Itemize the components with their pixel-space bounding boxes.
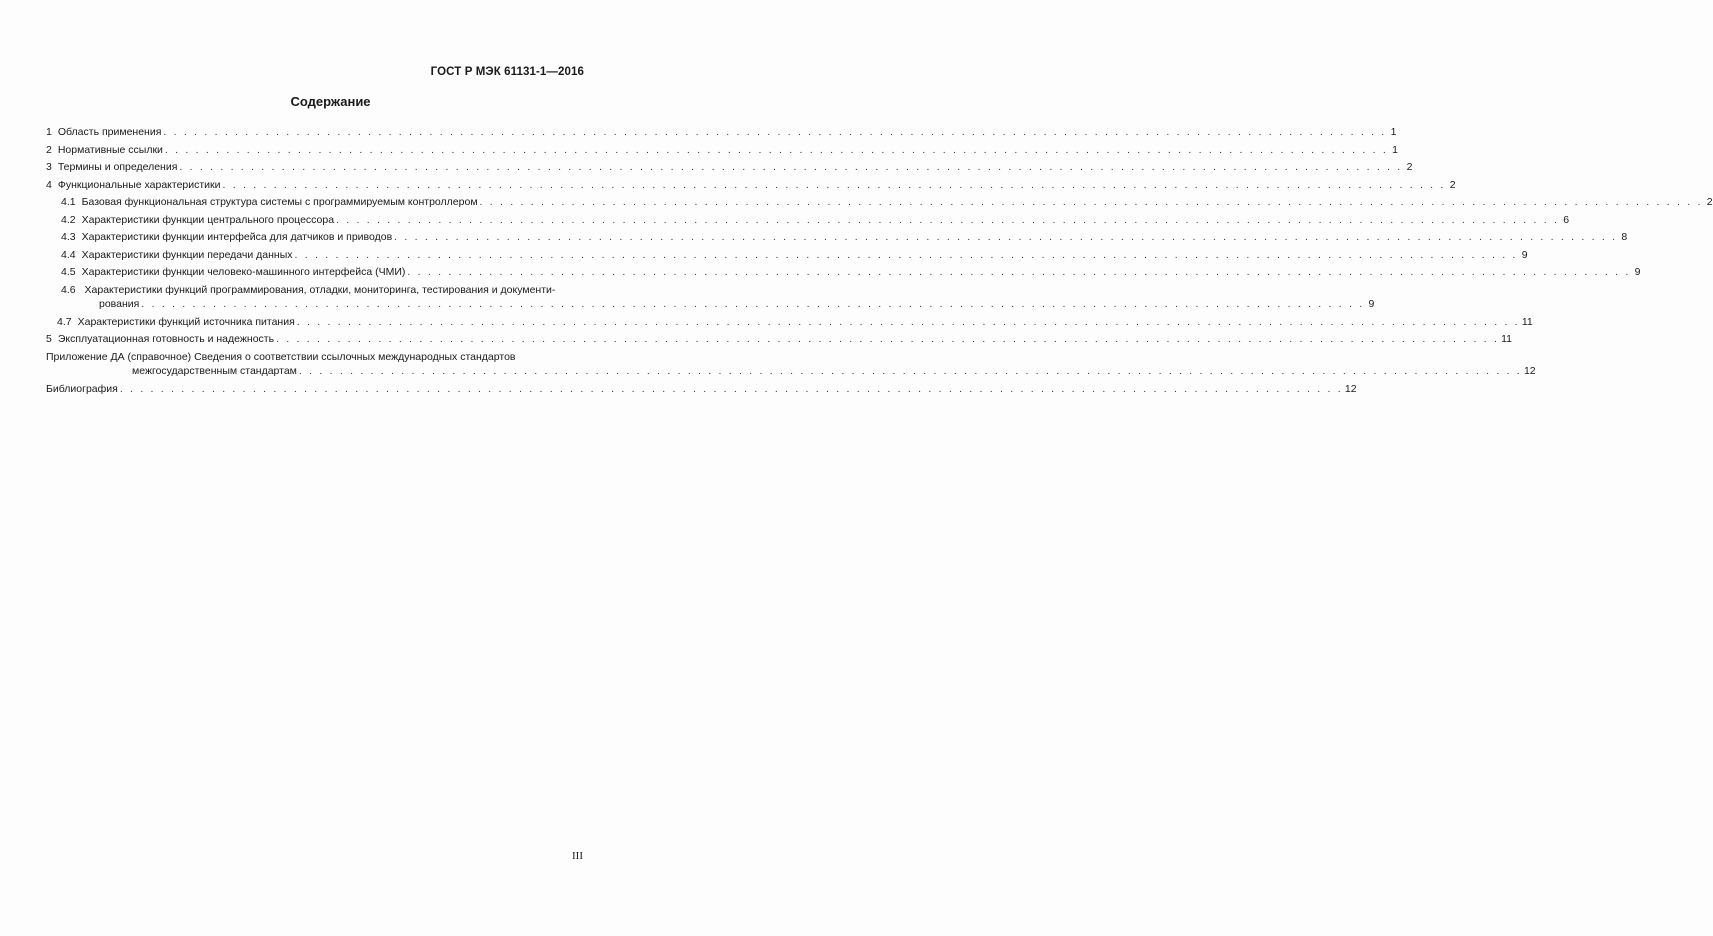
toc-entry[interactable]	[46, 161, 1413, 179]
toc-dot-leader: . . . . . . . . . . . . . . . . . . . . . . . . . . . . . . . . . . . . . . . . . . . . . . . . . . . . . . . . . . . . . . . . . . . . . . . . . . . . . . . . . . . . . . . . . . . . . . . . . . . . . . . . . . . . . . . . . . . . . . . .	[298, 364, 1522, 377]
toc-entry-number: 4.5	[61, 266, 76, 278]
toc-entry[interactable]	[46, 178, 1456, 197]
toc-entry-title: Характеристики функции человеко-машинного интерфейса (ЧМИ)	[81, 266, 406, 278]
toc-title: Содержание	[290, 94, 371, 109]
toc-dot-leader: . . . . . . . . . . . . . . . . . . . . . . . . . . . . . . . . . . . . . . . . . . . . . . . . . . . . . . . . . . . . . . . . . . . . . . . . . . . . . . . . . . . . . . . . . . . . . . . . . . . . . . . . . . . . . . . . . . . . . . . .	[296, 315, 1520, 328]
toc-subentry[interactable]	[46, 196, 1713, 214]
toc-entry-title: Библиография	[46, 382, 118, 395]
toc-entry-number: 4	[46, 178, 52, 191]
toc-entry-title: Характеристики функций программирования, отладки, мониторинга, тестирования и документи-	[84, 283, 556, 296]
toc-dot-leader: . . . . . . . . . . . . . . . . . . . . . . . . . . . . . . . . . . . . . . . . . . . . . . . . . . . . . . . . . . . . . . . . . . . . . . . . . . . . . . . . . . . . . . . . . . . . . . . . . . . . . . . . . . . . . . . . . . . . . . . .	[479, 196, 1703, 208]
toc-subentry[interactable]	[46, 266, 1641, 284]
toc-entry-title: Функциональные характеристики	[57, 178, 221, 191]
toc-entry-title: Характеристики функции центрального процессора	[81, 213, 335, 226]
toc-dot-leader: . . . . . . . . . . . . . . . . . . . . . . . . . . . . . . . . . . . . . . . . . . . . . . . . . . . . . . . . . . . . . . . . . . . . . . . . . . . . . . . . . . . . . . . . . . . . . . . . . . . . . . . . . . . . . . . . . . . . . . . .	[141, 297, 1365, 310]
toc-entry-title: Эксплуатационная готовность и надежность	[57, 333, 275, 345]
toc-dot-leader: . . . . . . . . . . . . . . . . . . . . . . . . . . . . . . . . . . . . . . . . . . . . . . . . . . . . . . . . . . . . . . . . . . . . . . . . . . . . . . . . . . . . . . . . . . . . . . . . . . . . . . . . . . . . . . . . . . . . . . . .	[119, 382, 1343, 395]
toc-entry-number: 4.1	[61, 196, 76, 208]
toc-entry-title: Базовая функциональная структура системы с программируемым контроллером	[81, 196, 478, 208]
toc-entry-number: 4.7	[57, 315, 72, 328]
toc-dot-leader: . . . . . . . . . . . . . . . . . . . . . . . . . . . . . . . . . . . . . . . . . . . . . . . . . . . . . . . . . . . . . . . . . . . . . . . . . . . . . . . . . . . . . . . . . . . . . . . . . . . . . . . . . . . . . . . . . . . . . . . .	[179, 161, 1403, 173]
toc-subentry[interactable]	[46, 213, 1570, 232]
toc-dot-leader: . . . . . . . . . . . . . . . . . . . . . . . . . . . . . . . . . . . . . . . . . . . . . . . . . . . . . . . . . . . . . . . . . . . . . . . . . . . . . . . . . . . . . . . . . . . . . . . . . . . . . . . . . . . . . . . . . . . . . . . .	[394, 231, 1618, 243]
toc-entry-page: 2	[1706, 196, 1713, 208]
toc-entry-title: Характеристики функции интерфейса для датчиков и приводов	[81, 231, 393, 243]
toc-entry-page: 12	[1344, 382, 1357, 395]
toc-bibliography-entry[interactable]	[46, 382, 1357, 401]
toc-entry-page: 1	[1392, 143, 1398, 156]
toc-entry-page: 11	[1501, 333, 1512, 345]
toc-entry-page: 6	[1563, 213, 1570, 226]
toc-entry-page: 12	[1523, 364, 1536, 377]
toc-entry-page: 2	[1449, 178, 1456, 191]
toc-dot-leader: . . . . . . . . . . . . . . . . . . . . . . . . . . . . . . . . . . . . . . . . . . . . . . . . . . . . . . . . . . . . . . . . . . . . . . . . . . . . . . . . . . . . . . . . . . . . . . . . . . . . . . . . . . . . . . . . . . . . . . . .	[164, 143, 1388, 156]
toc-entry[interactable]	[46, 333, 1512, 351]
toc-entry-number: 2	[46, 143, 52, 156]
toc-entry-page: 8	[1621, 231, 1628, 243]
toc-entry-number: 4.4	[61, 248, 76, 261]
toc-entry-number: 1	[46, 126, 52, 138]
standard-code: ГОСТ Р МЭК 61131-1—2016	[430, 66, 584, 78]
toc-entry-title-continued: рования	[99, 297, 140, 310]
toc-entry-number: 4.3	[61, 231, 76, 243]
toc-subentry[interactable]	[46, 231, 1628, 249]
toc-entry-page: 11	[1521, 315, 1533, 328]
toc-dot-leader: . . . . . . . . . . . . . . . . . . . . . . . . . . . . . . . . . . . . . . . . . . . . . . . . . . . . . . . . . . . . . . . . . . . . . . . . . . . . . . . . . . . . . . . . . . . . . . . . . . . . . . . . . . . . . . . . . . . . . . . .	[222, 178, 1446, 191]
toc-dot-leader: . . . . . . . . . . . . . . . . . . . . . . . . . . . . . . . . . . . . . . . . . . . . . . . . . . . . . . . . . . . . . . . . . . . . . . . . . . . . . . . . . . . . . . . . . . . . . . . . . . . . . . . . . . . . . . . . . . . . . . . .	[276, 333, 1500, 345]
toc-entry-number: 5	[46, 333, 52, 345]
page-number: III	[572, 850, 583, 862]
toc-dot-leader: . . . . . . . . . . . . . . . . . . . . . . . . . . . . . . . . . . . . . . . . . . . . . . . . . . . . . . . . . . . . . . . . . . . . . . . . . . . . . . . . . . . . . . . . . . . . . . . . . . . . . . . . . . . . . . . . . . . . . . . .	[407, 266, 1631, 278]
toc-appendix-entry[interactable]	[46, 350, 1536, 379]
toc-entry-title: Характеристики функции передачи данных	[81, 248, 293, 261]
toc-dot-leader: . . . . . . . . . . . . . . . . . . . . . . . . . . . . . . . . . . . . . . . . . . . . . . . . . . . . . . . . . . . . . . . . . . . . . . . . . . . . . . . . . . . . . . . . . . . . . . . . . . . . . . . . . . . . . . . . . . . . . . . .	[163, 126, 1387, 138]
toc-subentry[interactable]	[46, 315, 1533, 334]
toc-subentry[interactable]	[46, 248, 1528, 267]
toc-entry-number: 3	[46, 161, 52, 173]
toc-entry-title: Нормативные ссылки	[57, 143, 163, 156]
toc-entry-page: 1	[1390, 126, 1397, 138]
toc-subentry[interactable]	[46, 283, 1375, 312]
toc-entry-number: 4.6	[61, 283, 76, 296]
table-of-contents	[46, 126, 1713, 400]
toc-entry-title-continued: межгосударственным стандартам	[132, 364, 297, 377]
toc-entry-page: 9	[1368, 297, 1375, 310]
toc-entry-page: 9	[1521, 248, 1528, 261]
toc-entry[interactable]	[46, 126, 1397, 144]
toc-dot-leader: . . . . . . . . . . . . . . . . . . . . . . . . . . . . . . . . . . . . . . . . . . . . . . . . . . . . . . . . . . . . . . . . . . . . . . . . . . . . . . . . . . . . . . . . . . . . . . . . . . . . . . . . . . . . . . . . . . . . . . . .	[336, 213, 1560, 226]
toc-entry-title: Область применения	[57, 126, 162, 138]
toc-dot-leader: . . . . . . . . . . . . . . . . . . . . . . . . . . . . . . . . . . . . . . . . . . . . . . . . . . . . . . . . . . . . . . . . . . . . . . . . . . . . . . . . . . . . . . . . . . . . . . . . . . . . . . . . . . . . . . . . . . . . . . . .	[294, 248, 1518, 261]
toc-entry-title: Характеристики функций источника питания	[77, 315, 295, 328]
toc-entry[interactable]	[46, 143, 1398, 162]
toc-entry-page: 9	[1634, 266, 1641, 278]
toc-entry-title: Термины и определения	[57, 161, 178, 173]
toc-entry-title: Приложение ДА (справочное) Сведения о соответствии ссылочных международных стандартов	[46, 350, 516, 363]
toc-entry-page: 2	[1406, 161, 1413, 173]
toc-entry-number: 4.2	[61, 213, 76, 226]
